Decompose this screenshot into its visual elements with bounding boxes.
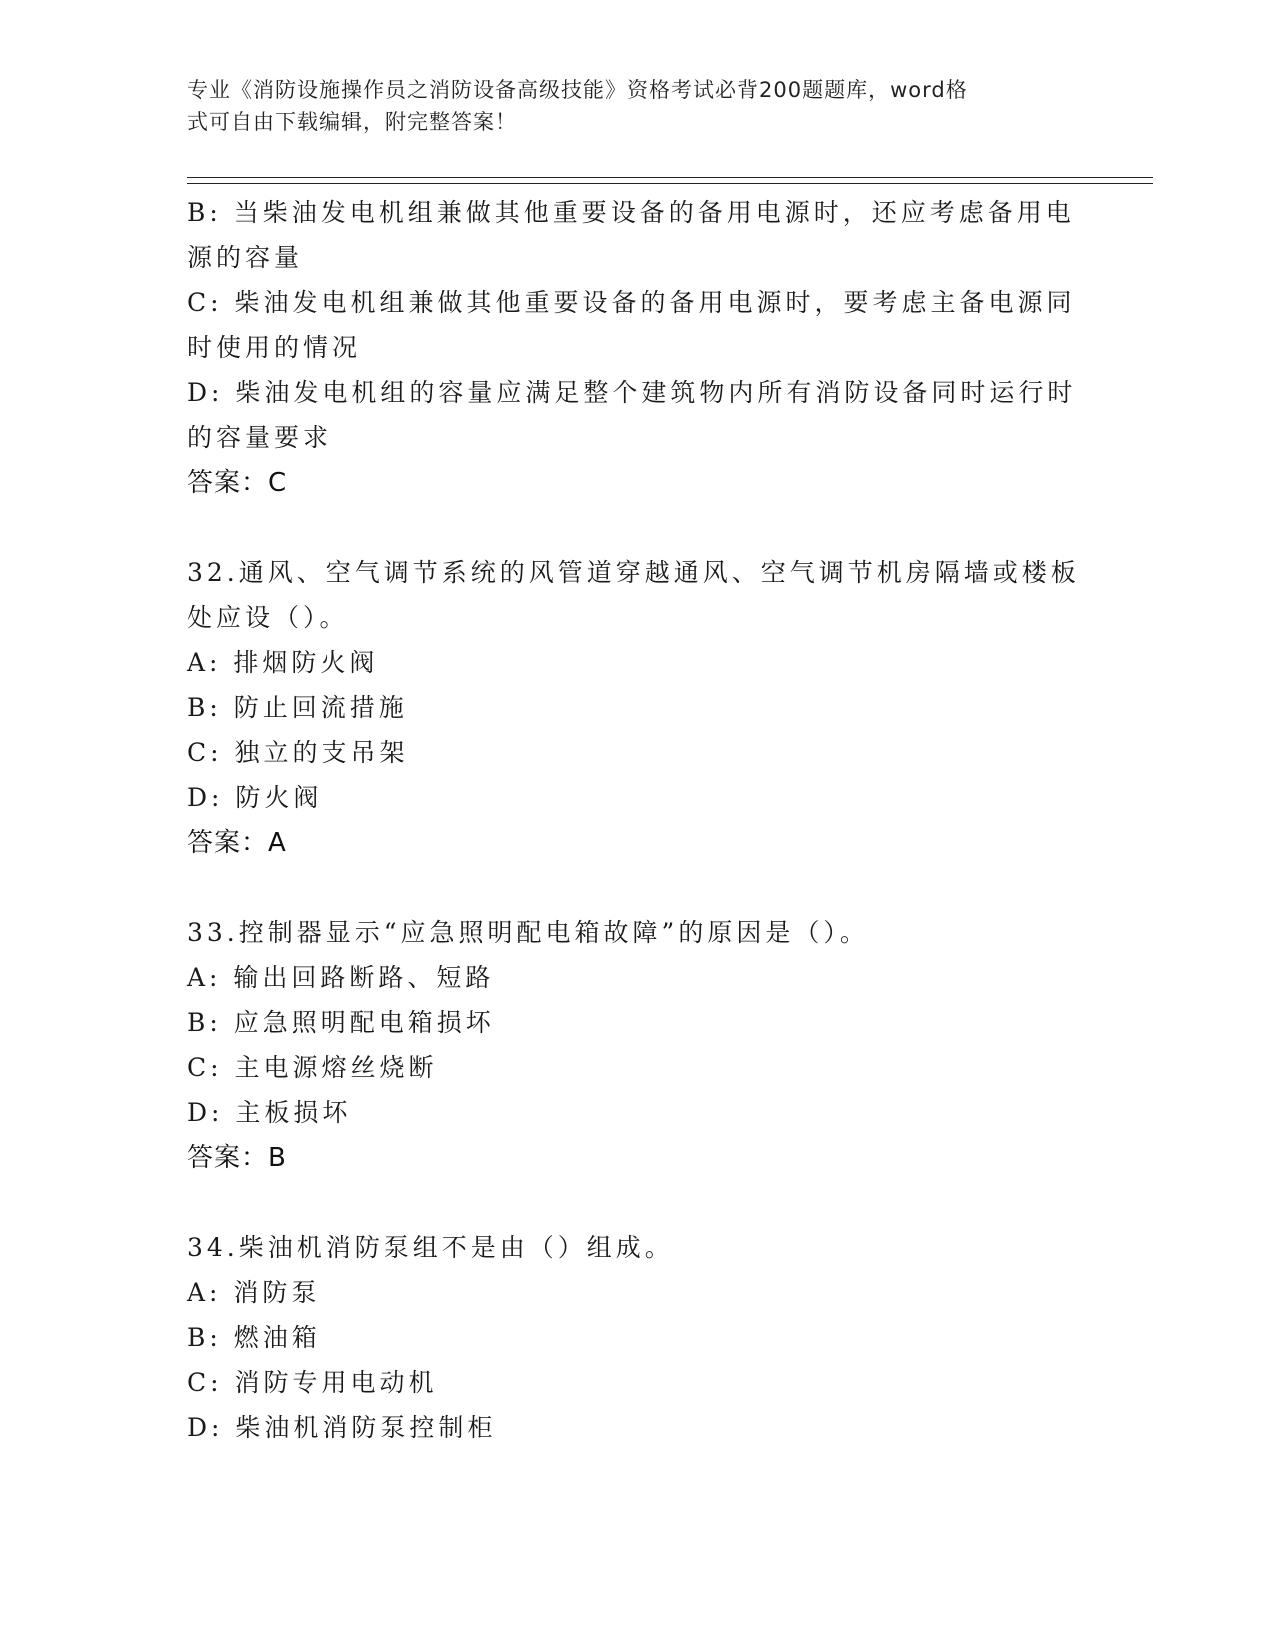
option-c-line-2: 时使用的情况	[187, 333, 362, 362]
question-34	[187, 1225, 1087, 1450]
header-line-2: 式可自由下载编辑，附完整答案！	[187, 110, 517, 134]
spacer	[187, 866, 1087, 910]
question-33	[187, 910, 1087, 1181]
question-stem: 33.控制器显示“应急照明配电箱故障”的原因是（）。	[187, 918, 869, 947]
option-d: D: 防火阀	[187, 783, 323, 812]
header-divider-bottom	[187, 183, 1153, 184]
question-stem-line-2: 处应设（）。	[187, 603, 349, 632]
option-a: A: 消防泵	[187, 1278, 321, 1307]
document-header	[187, 74, 1067, 138]
option-b-line-1: B: 当柴油发电机组兼做其他重要设备的备用电源时，还应考虑备用电	[187, 198, 1075, 227]
option-a: A: 输出回路断路、短路	[187, 963, 495, 992]
option-b: B: 应急照明配电箱损坏	[187, 1008, 495, 1037]
option-d: D: 主板损坏	[187, 1098, 352, 1127]
header-line-1: 专业《消防设施操作员之消防设备高级技能》资格考试必背200题题库，word格	[187, 78, 968, 102]
option-c: C: 主电源熔丝烧断	[187, 1053, 438, 1082]
question-31	[187, 190, 1087, 506]
option-b: B: 燃油箱	[187, 1323, 321, 1352]
option-b-line-2: 源的容量	[187, 243, 304, 272]
spacer	[187, 506, 1087, 550]
option-c: C: 消防专用电动机	[187, 1368, 438, 1397]
answer: 答案：B	[187, 1143, 287, 1173]
option-d-line-2: 的容量要求	[187, 423, 333, 452]
answer: 答案：C	[187, 468, 288, 498]
spacer	[187, 1181, 1087, 1225]
option-d: D: 柴油机消防泵控制柜	[187, 1413, 497, 1442]
question-32	[187, 550, 1087, 866]
option-c-line-1: C: 柴油发电机组兼做其他重要设备的备用电源时，要考虑主备电源同	[187, 288, 1076, 317]
answer: 答案：A	[187, 828, 287, 858]
option-a: A: 排烟防火阀	[187, 648, 379, 677]
header-divider-top	[187, 177, 1153, 178]
option-b: B: 防止回流措施	[187, 693, 408, 722]
question-stem-line-1: 32.通风、空气调节系统的风管道穿越通风、空气调节机房隔墙或楼板	[187, 558, 1080, 587]
document-body	[187, 190, 1087, 1450]
option-c: C: 独立的支吊架	[187, 738, 409, 767]
question-stem: 34.柴油机消防泵组不是由（）组成。	[187, 1233, 674, 1262]
option-d-line-1: D: 柴油发电机组的容量应满足整个建筑物内所有消防设备同时运行时	[187, 378, 1077, 407]
